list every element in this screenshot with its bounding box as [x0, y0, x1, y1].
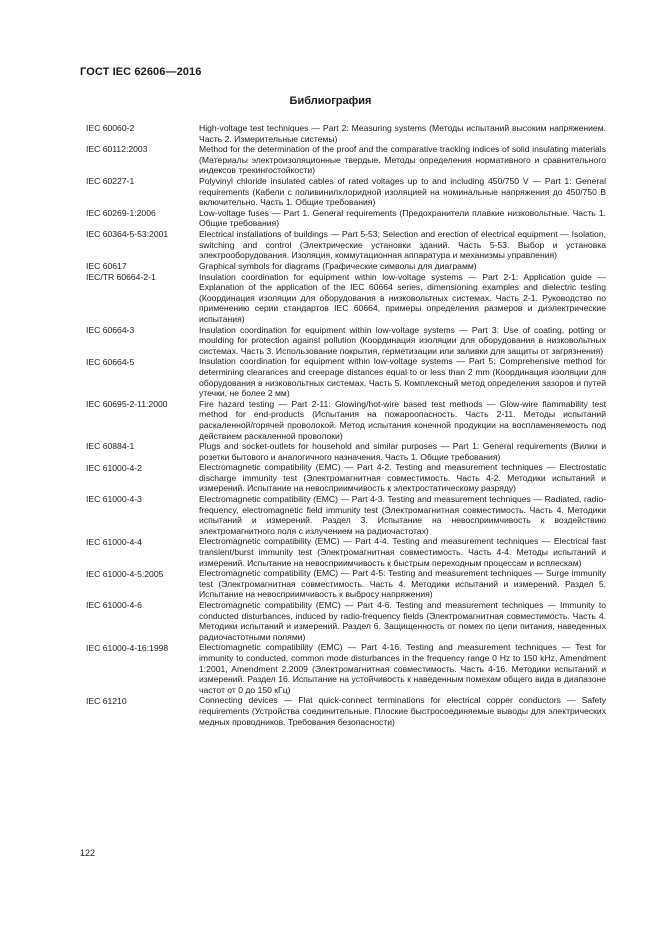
standard-title: ГОСТ IEC 62606—2016 [80, 66, 202, 78]
bibliography-entry [86, 175, 606, 208]
reference-code: IEC 61000-4-2 [86, 462, 142, 473]
reference-description: Fire hazard testing — Part 2-11: Glowing/hot-wire based test methods — Glow-wire flammability test method for end-products (Испытания на пожароопасность. Часть 2-11. Методы испытаний раскаленной/горячей проволокой. Метод испытания конечной продукции на воспламеняемость под действием раскаленной проволоки) [199, 398, 606, 441]
reference-description: Electromagnetic compatibility (EMC) — Part 4-4. Testing and measurement techniques — Electrical fast transient/burst immunity test (Электромагнитная совместимость. Часть 4-4. Методы испытаний и измерений. Испытание на невосприимчивость к быстрым переходным процессам и всплескам) [199, 536, 606, 568]
bibliography-entry [86, 600, 606, 642]
bibliography-entry [86, 568, 606, 600]
reference-code: IEC 60112:2003 [86, 144, 148, 155]
reference-description: Electromagnetic compatibility (EMC) — Part 4-5: Testing and measurement techniques — Surge immunity test (Электромагнитная совместимость. Часть 4. Методики испытаний и измерений. Раздел 5. Испытание на невосприимчивость к выбросу напряжения) [199, 568, 606, 600]
reference-code: IEC 61000-4-3 [86, 494, 142, 505]
reference-code: IEC 60695-2-11:2000 [86, 399, 168, 410]
reference-description: Method for the determination of the proof and the comparative tracking indices of solid insulating materials (Материалы электроизоляционные твердые. Методы определения нормативного и сравнительного индексов трекингостойкости) [199, 144, 606, 176]
reference-description: Plugs and socket-outlets for household and similar purposes — Part 1: General requirements (Вилки и розетки бытового и аналогичного назначения. Часть 1. Общие требования) [199, 441, 606, 462]
reference-description: Electromagnetic compatibility (EMC) — Part 4-6. Testing and measurement techniques — Immunity to conducted disturbances, induced by radio-frequency fields (Электромагнитная совместимость. Часть 4. Методики испытаний и измерений. Раздел 6. Защищенность от помех по цепи питания, наведенных радиочастотными полями) [199, 600, 606, 642]
reference-description: Graphical symbols for diagrams (Графические символы для диаграмм) [199, 260, 477, 271]
reference-description: Insulation coordination for equipment within low-voltage systems — Part 2-1: Application guide — Explanation of the application of the IEC 60664 series, dimensioning examples and dielectric testing (Координация изоляции для оборудования в низковольтных системах. Часть 2-1. Руководство по применению серии стандартов IEC 60664, примеры определения размеров и диэлектрические испытания) [199, 271, 606, 324]
reference-code: IEC 60269-1:2006 [86, 208, 156, 219]
reference-code: IEC 60664-3 [86, 324, 135, 335]
bibliography-entry [86, 695, 606, 727]
reference-description: Electromagnetic compatibility (EMC) — Part 4-16. Testing and measurement techniques — Test for immunity to conducted, common mode disturbances in the frequency range 0 Hz to 150 kHz, Amendment 1:2001, Amendment 2.2009 (Электромагнитная совместимость. Часть 4-16. Методики испытаний и измерений. Раздел 16. Испытание на устойчивость к наведенным помехам общего вида в диапазоне частот от 0 до 150 кГц) [199, 642, 606, 695]
bibliography-entry [86, 642, 606, 695]
reference-code: IEC 60227-1 [86, 176, 135, 187]
reference-code: IEC 60364-5-53:2001 [86, 229, 169, 240]
bibliography-entry [86, 398, 606, 441]
bibliography-entry [86, 494, 606, 536]
reference-code: IEC 60664-5 [86, 356, 135, 367]
bibliography-entry [86, 324, 606, 357]
bibliography-entry [86, 123, 606, 144]
bibliography-entry [86, 261, 586, 272]
reference-description: High-voltage test techniques — Part 2: Measuring systems (Методы испытаний высоким напряжением. Часть 2. Измерительные системы) [199, 123, 606, 144]
bibliography-entry [86, 271, 606, 325]
reference-code: IEC 61000-4-5:2005 [86, 568, 164, 579]
bibliography-entry [86, 462, 606, 494]
reference-description: Low-voltage fuses — Part 1. General requirements (Предохранители плавкие низковольтные. Часть 1. Общие требования) [199, 207, 606, 229]
bibliography-entry [86, 144, 606, 176]
reference-description: Electrical installations of buildings — Part 5-53; Selection and erection of electrical equipment — Isolation, switching and control (Электрические установки зданий. Часть 5-53. Выбор и установка электрооборудования. Изоляция, коммутационная аппаратура и механизмы управления) [199, 228, 606, 261]
reference-code: IEC 60060-2 [86, 123, 135, 134]
reference-description: Connecting devices — Flat quick-connect terminations for electrical copper conductors — Safety requirements (Устройства соединительные. Плоские быстросоединяемые выводы для электрических медных проводников. Требования безопасности) [199, 695, 606, 727]
reference-code: IEC 60884-1 [86, 441, 135, 452]
reference-description: Insulation coordination for equipment within low-voltage systems — Part 5: Comprehensive method for determining clearances and creepage distances equal to or less than 2 mm (Координация изоляции для оборудования в низковольтных системах. Часть 5. Комплексный метод определения зазоров и путей утечки, не более 2 мм) [199, 356, 606, 399]
reference-description: Insulation coordination for equipment within low-voltage systems — Part 3: Use of coating, potting or moulding for protection against pollution (Координация изоляции для оборудования в низковольтных системах. Часть 3. Использование покрытия, герметизации или заливки для защиты от загрязнения) [199, 324, 606, 356]
bibliography-entry [86, 207, 606, 229]
reference-code: IEC 61000-4-6 [86, 600, 142, 611]
reference-description: Polyvinyl chloride insulated cables of rated voltages up to and including 450/750 V — Part 1: General requirements (Кабели с поливинилхлоридной изоляцией на номинальные напряжения до 450/750 В включительно. Часть 1. Общие требования) [199, 175, 606, 208]
reference-code: IEC 60617 [86, 261, 127, 272]
bibliography-entry [86, 441, 606, 462]
bibliography-entry [86, 536, 606, 568]
bibliography-list [86, 123, 606, 727]
reference-code: IEC 61000-4-4 [86, 536, 142, 547]
section-title: Библиография [289, 95, 372, 107]
reference-code: IEC/TR 60664-2-1 [86, 271, 156, 282]
bibliography-entry [86, 228, 606, 261]
reference-description: Electromagnetic compatibility (EMC) — Part 4-2. Testing and measurement techniques — Electrostatic discharge immunity test (Электромагнитная совместимость. Часть 4-2. Методики испытаний и измерений. Испытание на невосприимчивость к электростатическому разряду) [199, 462, 606, 494]
reference-code: IEC 61210 [86, 695, 127, 706]
reference-code: IEC 61000-4-16:1998 [86, 642, 169, 653]
page-number: 122 [80, 848, 96, 858]
bibliography-entry [86, 356, 606, 399]
reference-description: Electromagnetic compatibility (EMC) — Part 4-3. Testing and measurement techniques — Radiated, radio-frequency, electromagnetic field immunity test (Электромагнитная совместимость. Часть 4. Методики испытаний и измерений. Раздел 3. Испытание на невосприимчивость к воздействию электромагнитного поля с излучением на радиочастотах) [199, 494, 606, 536]
